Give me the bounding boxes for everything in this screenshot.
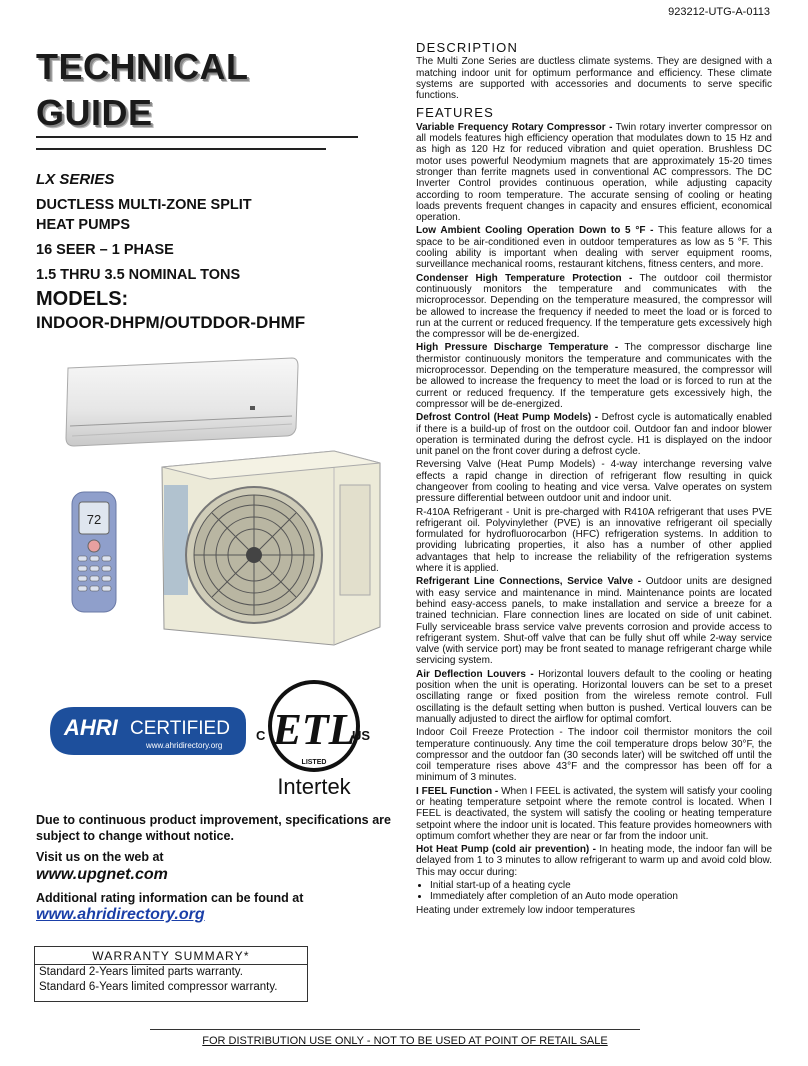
warranty-line-1: Standard 2-Years limited parts warranty. bbox=[39, 966, 243, 978]
svg-text:ETL: ETL bbox=[272, 705, 356, 754]
feature-paragraph bbox=[416, 669, 772, 725]
ahri-word: AHRI bbox=[64, 715, 118, 740]
feature-bullets bbox=[416, 880, 772, 903]
feature-title: Hot Heat Pump (cold air prevention) - bbox=[416, 844, 596, 856]
right-column bbox=[416, 42, 772, 918]
bullet-item: • Immediately after completion of an Auto mode operation bbox=[430, 891, 772, 902]
etl-listed-logo bbox=[250, 678, 380, 802]
visit-url-link[interactable]: www.upgnet.com bbox=[36, 866, 168, 883]
ahri-certified-logo bbox=[50, 703, 246, 759]
series-label: LX SERIES bbox=[36, 171, 115, 188]
bullet-item: • Initial start-up of a heating cycle bbox=[430, 880, 772, 891]
feature-text: Outdoor units are designed with easy service and maintenance in mind. Maintenance points are located behind easy-access panels, to make installation and service a breeze for a trained technician. Flare connection lines are located on side of unit cabinet. Fully serviceable brass service valve prevents corrosion and provide access to refrigerant system. Shut-off valve that can be fully shut off while 2-way service valve (with service port) may be front seated to manage refrigerant charge while servicing system. bbox=[416, 576, 772, 667]
feature-paragraph bbox=[416, 576, 772, 666]
feature-text: R-410A Refrigerant - Unit is pre-charged with R410A refrigerant that uses PVE refrigerant oil. Polyvinylether (PVE) is an innovative refrigerant oil specially formulated for hydrofluorocarbon (HFC) refrigeration systems. In addition to providing lubricating properties, it also has a number of other applied advantages that help to increase the reliability of the refrigeration systems where it is applied. bbox=[416, 506, 772, 575]
spec-line-1: DUCTLESS MULTI-ZONE SPLIT bbox=[36, 197, 252, 213]
spec-line-2: HEAT PUMPS bbox=[36, 217, 130, 233]
feature-title: Variable Frequency Rotary Compressor - bbox=[416, 121, 613, 133]
feature-text: This feature allows for a space to be air-conditioned even in outdoor temperatures as low as 5 °F. This cooling ability is important when dealing with server equipment rooms, surveillance mechanical rooms, restaurant kitchens, fitness centers, and more. bbox=[416, 225, 772, 271]
feature-text: Defrost cycle is automatically enabled if there is a build-up of frost on the outdoor coil. Outdoor fan and indoor blower operation is terminated during the defrost cycle. H1 is displayed on the indoor unit panel on the front cover during a defrost cycle. bbox=[416, 412, 772, 458]
feature-paragraph bbox=[416, 459, 772, 504]
feature-paragraph bbox=[416, 844, 772, 878]
feature-text: Horizontal louvers default to the cooling or heating position when the unit is operating. Horizontal louvers can be set to a preset oscillating range or fixed position from the wireless remote control. Full oscillating is the default setting when button is pushed. Vertical louvers can be manually adjusted to direct the airflow for optimal comfort. bbox=[416, 668, 772, 725]
feature-title: Low Ambient Cooling Operation Down to 5 °F - bbox=[416, 225, 654, 237]
title-rule-upper bbox=[36, 136, 358, 138]
feature-text: Indoor Coil Freeze Protection - The indoor coil thermistor monitors the coil temperature continuously. Any time the coil temperature drops below 30°F, the compressor and the outdoor fan (30 seconds later) will be switched off until the coil temperature rises above 43°F and the compressor has been off for a minimum of 3 minutes. bbox=[416, 727, 772, 784]
models-value: INDOOR-DHPM/OUTDDOR-DHMF bbox=[36, 313, 306, 332]
intertek-word: Intertek bbox=[277, 774, 351, 799]
feature-text: Reversing Valve (Heat Pump Models) - 4-way interchange reversing valve effects a rapid change in direction of refrigerant flow resulting in quick changeover from cooling to heating and vice versa. Valve operates on system pressure differential between outdoor unit and indoor unit. bbox=[416, 459, 772, 505]
etl-listed-mark: LISTED bbox=[301, 759, 327, 766]
feature-paragraph bbox=[416, 225, 772, 270]
feature-text: In heating mode, the indoor fan will be delayed from 1 to 3 minutes to allow refrigerant to warm up and avoid cold blow. This may occur during: bbox=[416, 844, 773, 878]
spec-line-4: 1.5 THRU 3.5 NOMINAL TONS bbox=[36, 267, 241, 283]
feature-list bbox=[416, 122, 772, 878]
features-heading: FEATURES bbox=[416, 105, 494, 121]
footer-rule bbox=[150, 1029, 640, 1030]
etl-c-mark: C bbox=[256, 728, 266, 743]
outdoor-unit-image bbox=[154, 445, 384, 650]
additional-rating-label: Additional rating information can be found at bbox=[36, 891, 304, 905]
feature-text: The outdoor coil thermistor continuously monitors the temperature and communicates with the microprocessor. Depending on the temperature measured, the compressor will be allowed to increase the frequency if needed to meet the load or is forced to run at the current or reduced frequency. If the temperature gets excessively high the compressor will be de-energized. bbox=[416, 272, 772, 341]
title-line-1: TECHNICAL bbox=[36, 46, 249, 87]
warranty-summary-box bbox=[34, 946, 308, 1002]
feature-title: I FEEL Function - bbox=[416, 785, 499, 797]
feature-paragraph bbox=[416, 273, 772, 341]
ahri-site: www.ahridirectory.org bbox=[146, 741, 223, 750]
etl-us-mark: US bbox=[352, 728, 371, 743]
title-line-2: GUIDE bbox=[36, 92, 153, 133]
spec-line-3: 16 SEER – 1 PHASE bbox=[36, 242, 174, 258]
notice-text: Due to continuous product improvement, specifications are subject to change without notice. bbox=[36, 813, 391, 843]
feature-title: High Pressure Discharge Temperature - bbox=[416, 342, 619, 354]
warranty-line-2: Standard 6-Years limited compressor warranty. bbox=[39, 981, 278, 993]
feature-paragraph bbox=[416, 786, 772, 842]
ahri-certified-word: CERTIFIED bbox=[130, 718, 230, 739]
feature-title: Refrigerant Line Connections, Service Valve - bbox=[416, 576, 642, 588]
feature-text: Twin rotary inverter compressor on all models features high efficiency operation that modulates down to 15 Hz and as high as 120 Hz for reduced vibration and quiet operation. Brushless DC motor uses powerful Neodymium magnets that are approximately 15-20 times stronger than ferrite magnets used in conventional AC compressors. The DC Inverter Control provides continuous operation, while adjusting capacity according to room temperature. The accurate sensing of cooling or heating loads prevents frequent changes in capacity and ensures efficient, economical operation. bbox=[416, 121, 772, 224]
models-label: MODELS: bbox=[36, 288, 129, 310]
remote-control-image bbox=[70, 490, 118, 614]
warranty-title: WARRANTY SUMMARY* bbox=[35, 947, 307, 965]
feature-paragraph bbox=[416, 342, 772, 410]
ahri-directory-link[interactable]: www.ahridirectory.org bbox=[36, 906, 205, 923]
visit-label: Visit us on the web at bbox=[36, 850, 164, 864]
feature-trailing-text: Heating under extremely low indoor temperatures bbox=[416, 904, 635, 916]
title-block bbox=[36, 44, 376, 136]
feature-text: When I FEEL is activated, the system will satisfy your cooling or heating temperature setpoint where the remote control is located. When I FEEL is deactivated, the system will satisfy the cooling or heating temperature setpoint where the indoor unit is located. This feature provides homeowners with optimum comfort whether they are near or far from the indoor unit. bbox=[416, 785, 773, 842]
distribution-footer: FOR DISTRIBUTION USE ONLY - NOT TO BE USED AT POINT OF RETAIL SALE bbox=[202, 1035, 608, 1047]
feature-title: Air Deflection Louvers - bbox=[416, 668, 534, 680]
description-text: The Multi Zone Series are ductless climate systems. They are designed with a matching indoor unit for optimum performance and efficiency. These climate systems are supported with accessories and documents to serve specific functions. bbox=[416, 56, 772, 102]
feature-paragraph bbox=[416, 122, 772, 224]
feature-paragraph bbox=[416, 507, 772, 575]
feature-paragraph bbox=[416, 727, 772, 783]
remote-display-readout: 72 bbox=[86, 512, 102, 527]
feature-title: Condenser High Temperature Protection - bbox=[416, 272, 633, 284]
title-rule-lower bbox=[36, 148, 326, 150]
indoor-unit-image bbox=[64, 350, 300, 450]
feature-paragraph bbox=[416, 412, 772, 457]
feature-title: Defrost Control (Heat Pump Models) - bbox=[416, 412, 599, 424]
document-number: 923212-UTG-A-0113 bbox=[668, 6, 770, 18]
feature-text: The compressor discharge line thermistor continuously monitors the temperature and communicates with the microprocessor. Depending on the temperature measured, the compressor will be allowed to increase the frequency to meet the load or is forced to run at the current or reduced frequency. If the temperature gets excessively high, the compressor will be de-energized. bbox=[416, 342, 773, 410]
description-heading: DESCRIPTION bbox=[416, 40, 519, 55]
